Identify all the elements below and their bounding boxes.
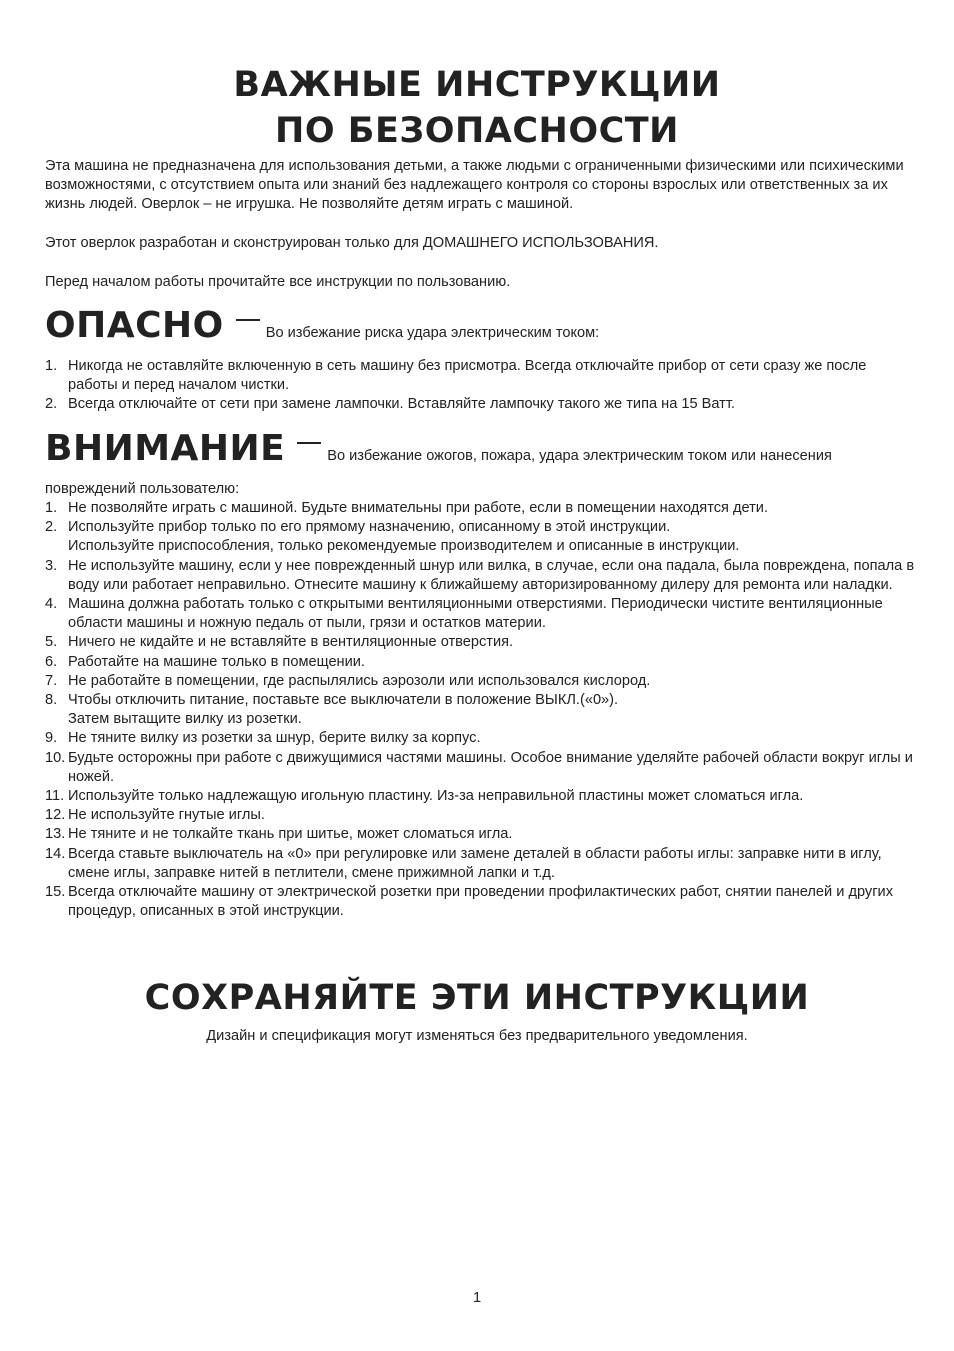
item-text: Не тяните и не толкайте ткань при шитье, может сломаться игла. (68, 826, 513, 843)
page-number: 1 (472, 1290, 482, 1306)
item-text: Ничего не кидайте и не вставляйте в вентиляционные отверстия. (68, 634, 514, 651)
list-item (45, 633, 917, 652)
warning-list (45, 499, 917, 921)
list-item (45, 749, 917, 787)
design-change-note: Дизайн и спецификация могут изменяться без предварительного уведомления. (206, 1028, 748, 1044)
item-text: Не используйте гнутые иглы. (68, 807, 265, 824)
item-text: Машина должна работать только с открытыми вентиляционными отверстиями. Периодически чистите вентиляционные области машины и ножную педаль от пыли, грязи и остатков материи. (68, 596, 883, 632)
intro-paragraph-2: Этот оверлок разработан и сконструирован только для ДОМАШНЕГО ИСПОЛЬЗОВАНИЯ. (45, 235, 659, 251)
list-item (45, 499, 917, 518)
intro-paragraph-1: Эта машина не предназначена для использования детьми, а также людьми с ограниченными физическими или психическими возможностями, с отсутствием опыта или знаний без надлежащего контроля со стороны взрослых или ответственных за их жизнь людей. Оверлок – не игрушка. Не позволяйте детям играть с машиной. (45, 158, 904, 213)
page-title-line-1: ВАЖНЫЕ ИНСТРУКЦИИ (233, 65, 721, 105)
item-number: 8. (45, 692, 58, 709)
item-number: 2. (45, 519, 58, 536)
warning-subtitle-part-2: повреждений пользователю: (45, 481, 240, 497)
item-number: 3. (45, 557, 58, 574)
list-item (45, 395, 917, 414)
list-item (45, 691, 917, 729)
save-instructions-title: СОХРАНЯЙТЕ ЭТИ ИНСТРУКЦИИ (144, 978, 810, 1018)
list-item (45, 825, 917, 844)
item-number: 1. (45, 500, 58, 516)
item-text: Не позволяйте играть с машиной. Будьте внимательны при работе, если в помещении находятся дети. (68, 500, 769, 516)
item-number: 10. (45, 749, 66, 766)
danger-list (45, 357, 917, 415)
list-item (45, 357, 917, 395)
em-dash (236, 319, 260, 321)
item-number: 5. (45, 634, 58, 651)
danger-heading-row (45, 305, 599, 346)
item-text-continued: Используйте приспособления, только рекомендуемые производителем и описанные в инструкции. (68, 538, 740, 555)
item-number: 2. (45, 396, 58, 413)
item-text: Будьте осторожны при работе с движущимися частями машины. Особое внимание уделяйте рабочей области вокруг иглы и ножей. (68, 749, 913, 785)
item-text: Всегда отключайте машину от электрической розетки при проведении профилактических работ, снятии панелей и других процедур, описанных в этой инструкции. (68, 884, 894, 920)
item-number: 12. (45, 807, 66, 824)
item-text: Никогда не оставляйте включенную в сеть машину без присмотра. Всегда отключайте прибор от сети сразу же после работы и перед началом чистки. (68, 358, 867, 394)
list-item (45, 595, 917, 633)
item-text: Не работайте в помещении, где распылялись аэрозоли или использовался кислород. (68, 672, 651, 689)
item-number: 13. (45, 826, 66, 843)
item-text: Работайте на машине только в помещении. (68, 653, 365, 670)
list-item (45, 845, 917, 883)
list-item (45, 883, 917, 921)
item-number: 4. (45, 596, 58, 613)
warning-subtitle-part-1: Во избежание ожогов, пожара, удара электрическим током или нанесения (327, 448, 832, 464)
item-text: Не тяните вилку из розетки за шнур, берите вилку за корпус. (68, 730, 481, 747)
list-item (45, 557, 917, 595)
item-text: Используйте только надлежащую игольную пластину. Из-за неправильной пластины может сломаться игла. (68, 788, 804, 805)
item-text-continued: Затем вытащите вилку из розетки. (68, 711, 302, 728)
item-text: Чтобы отключить питание, поставьте все выключатели в положение ВЫКЛ.(«0»). (68, 692, 619, 709)
list-item (45, 787, 917, 806)
danger-heading: ОПАСНО (45, 305, 224, 346)
item-number: 15. (45, 884, 66, 901)
danger-subtitle: Во избежание риска удара электрическим током: (265, 325, 600, 341)
list-item (45, 672, 917, 691)
item-text: Всегда отключайте от сети при замене лампочки. Вставляйте лампочку такого же типа на 15 Ватт. (68, 396, 735, 413)
warning-heading-row (45, 428, 832, 469)
em-dash (297, 442, 321, 444)
item-number: 9. (45, 730, 58, 747)
list-item (45, 653, 917, 672)
item-text: Используйте прибор только по его прямому назначению, описанному в этой инструкции. (68, 519, 671, 536)
item-text: Всегда ставьте выключатель на «0» при регулировке или замене деталей в области работы иглы: заправке нити в иглу, смене иглы, заправке нитей в петлители, смене прижимной лапки и т.д. (68, 845, 882, 881)
item-number: 14. (45, 845, 66, 862)
item-number: 6. (45, 653, 58, 670)
list-item (45, 518, 917, 556)
list-item (45, 806, 917, 825)
intro-paragraph-3: Перед началом работы прочитайте все инструкции по пользованию. (45, 274, 511, 290)
item-number: 7. (45, 672, 58, 689)
list-item (45, 729, 917, 748)
item-text: Не используйте машину, если у нее поврежденный шнур или вилка, в случае, если она падала, была повреждена, попала в воду или работает неправильно. Отнесите машину к ближайшему авторизированному дилеру для ремонта или наладки. (68, 557, 915, 593)
warning-heading: ВНИМАНИЕ (45, 428, 286, 469)
item-number: 1. (45, 358, 58, 374)
page-title-line-2: ПО БЕЗОПАСНОСТИ (275, 111, 679, 151)
item-number: 11. (45, 788, 65, 805)
